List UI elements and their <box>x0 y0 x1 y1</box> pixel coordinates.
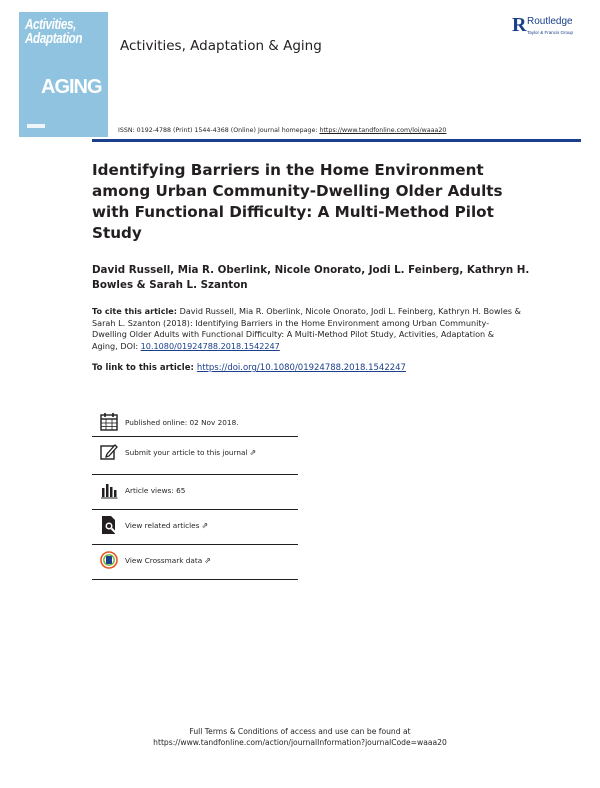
external-link-icon: ⇗ <box>204 556 211 565</box>
crossmark-row[interactable] <box>92 545 298 580</box>
citation-text: David Russell, Mia R. Oberlink, Nicole Onorato, Jodi L. Feinberg, Kathryn H. Bowles & Sarah L. Szanton (2018): Identifying Barriers in the Home Environment among Urban Community-Dwelling Older Adults with Functional Difficulty: A Multi-Method Pilot Study, Activities, Adaptation & Aging, DOI: <box>92 306 521 351</box>
crossmark-label[interactable] <box>125 556 211 565</box>
views-row <box>92 475 298 510</box>
related-row[interactable] <box>92 510 298 545</box>
cover-line-1: Activities, <box>25 16 76 33</box>
crossmark-icon <box>100 550 118 570</box>
citation-block <box>92 306 522 352</box>
bar-chart-icon <box>100 480 118 500</box>
citation-label: To cite this article: <box>92 306 178 316</box>
article-authors: David Russell, Mia R. Oberlink, Nicole Onorato, Jodi L. Feinberg, Kathryn H. Bowles & Sarah L. Szanton <box>92 264 530 291</box>
doi-link[interactable]: 10.1080/01924788.2018.1542247 <box>140 340 280 351</box>
issn-text: ISSN: 0192-4788 (Print) 1544-4368 (Online) Journal homepage: <box>118 127 320 134</box>
calendar-icon <box>100 412 118 432</box>
article-title: Identifying Barriers in the Home Environment among Urban Community-Dwelling Older Adults with Functional Difficulty: A Multi-Method Pilot Study <box>92 161 503 242</box>
journal-title: Activities, Adaptation & Aging <box>120 38 322 54</box>
footer-line-1: Full Terms & Conditions of access and use can be found at <box>189 727 411 736</box>
cover-aging: AGING <box>41 76 102 98</box>
published-label: Published online: 02 Nov 2018. <box>125 418 239 427</box>
edit-icon <box>100 442 118 462</box>
cover-line-2: Adaptation <box>25 30 83 47</box>
cover-title <box>25 18 92 46</box>
routledge-mark-icon: R <box>512 14 527 36</box>
header-divider <box>92 139 581 142</box>
article-info-list <box>92 407 298 580</box>
submit-row[interactable] <box>92 437 298 475</box>
related-text[interactable]: View related articles <box>125 521 200 530</box>
related-label[interactable] <box>125 521 208 530</box>
external-link-icon: ⇗ <box>249 448 257 457</box>
issn-line <box>118 127 446 134</box>
footer <box>0 726 600 748</box>
cover-publisher-mark <box>27 124 45 128</box>
journal-homepage-link[interactable]: https://www.tandfonline.com/loi/waaa20 <box>319 127 447 134</box>
views-label: Article views: 65 <box>125 486 186 495</box>
publisher-subtitle: Taylor & Francis Group <box>527 30 574 35</box>
published-row <box>92 407 298 437</box>
submit-label[interactable] <box>125 448 256 457</box>
publisher-name: Routledge <box>527 16 573 27</box>
article-doi-url[interactable]: https://doi.org/10.1080/01924788.2018.1542247 <box>196 363 406 373</box>
document-search-icon <box>100 515 118 535</box>
submit-text[interactable]: Submit your article to this journal <box>125 448 248 457</box>
footer-terms-link[interactable]: https://www.tandfonline.com/action/journalInformation?journalCode=waaa20 <box>153 738 447 747</box>
link-label: To link to this article: <box>92 363 197 373</box>
journal-cover[interactable] <box>19 12 108 137</box>
external-link-icon: ⇗ <box>201 521 209 530</box>
link-to-article <box>92 363 406 373</box>
routledge-logo[interactable] <box>512 14 592 44</box>
crossmark-text[interactable]: View Crossmark data <box>125 556 203 565</box>
